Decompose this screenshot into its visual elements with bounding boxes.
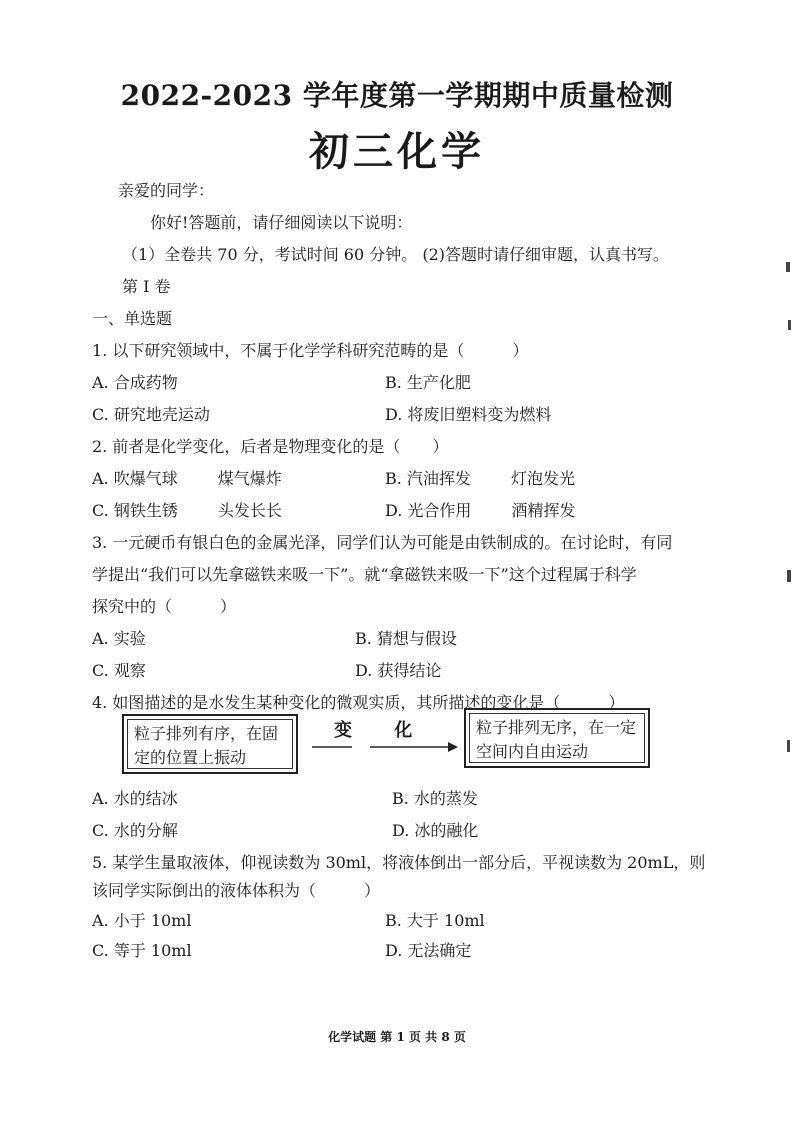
option-d: [385, 498, 575, 521]
exam-title: 2022-2023 学年度第一学期期中质量检测: [120, 79, 674, 112]
diagram-right-box: [464, 708, 650, 768]
option-c: C. 观察: [92, 661, 146, 680]
option-d: D. 冰的融化: [392, 821, 479, 840]
question-stem-cont: 该同学实际倒出的液体体积为（ ）: [92, 881, 381, 900]
option-extra: 头发长长: [217, 501, 282, 520]
option-a: A. 水的结冰: [92, 789, 178, 808]
option-extra: 酒精挥发: [511, 501, 576, 520]
page-footer: 化学试题 第 1 页 共 8 页: [328, 1030, 466, 1044]
diagram-right-line: 空间内自由运动: [476, 742, 589, 761]
option-label: B. 汽油挥发: [385, 469, 471, 488]
diagram-arrow: [312, 740, 458, 754]
question-stem-cont: 探究中的（ ）: [92, 597, 237, 616]
scan-artifact: [787, 740, 790, 752]
scan-artifact: [786, 262, 790, 272]
question-stem: 3. 一元硬币有银白色的金属光泽，同学们认为可能是由铁制成的。在讨论时，有同: [92, 533, 673, 552]
option-label: D. 光合作用: [385, 501, 472, 520]
volume-label: 第 I 卷: [122, 277, 171, 296]
exam-subject: 初三化学: [309, 128, 485, 175]
option-d: D. 将废旧塑料变为燃料: [385, 405, 552, 424]
greeting: 亲爱的同学：: [118, 181, 215, 200]
diagram-right-box-inner: [469, 713, 645, 763]
option-c: C. 水的分解: [92, 821, 178, 840]
option-extra: 灯泡发光: [510, 469, 575, 488]
option-a: [92, 466, 282, 489]
diagram-right-line: 粒子排列无序，在一定: [476, 718, 637, 737]
question-stem-cont: 学提出“我们可以先拿磁铁来吸一下”。就“拿磁铁来吸一下”这个过程属于科学: [92, 565, 637, 584]
diagram-arrow-label: 变 化: [334, 720, 431, 741]
option-c: [92, 498, 282, 521]
question-stem: 1. 以下研究领域中，不属于化学学科研究范畴的是（ ）: [92, 341, 529, 360]
diagram-left-box-inner: [127, 719, 293, 769]
question-stem: 2. 前者是化学变化，后者是物理变化的是（ ）: [92, 437, 449, 456]
option-d: D. 获得结论: [355, 661, 442, 680]
scan-artifact: [787, 570, 791, 582]
question-stem: 5. 某学生量取液体，仰视读数为 30ml，将液体倒出一部分后，平视读数为 20mL，则: [92, 853, 706, 872]
hello-text: 你好!答题前，请仔细阅读以下说明：: [150, 213, 413, 232]
option-d: D. 无法确定: [385, 941, 472, 960]
scan-artifact: [788, 320, 791, 330]
option-b: B. 大于 10ml: [385, 911, 485, 930]
option-c: C. 等于 10ml: [92, 941, 192, 960]
diagram-left-line: 粒子排列有序，在固: [134, 724, 279, 743]
diagram-left-box: [122, 714, 298, 774]
arrow-head: [448, 742, 458, 752]
option-a: A. 小于 10ml: [92, 911, 192, 930]
option-extra: 煤气爆炸: [217, 469, 282, 488]
question-stem: 4. 如图描述的是水发生某种变化的微观实质，其所描述的变化是（ ）: [92, 693, 625, 712]
section-heading: 一、单选题: [92, 309, 173, 328]
option-b: B. 生产化肥: [385, 373, 471, 392]
option-label: C. 钢铁生锈: [92, 501, 178, 520]
option-b: B. 水的蒸发: [392, 789, 478, 808]
option-b: B. 猜想与假设: [355, 629, 457, 648]
option-label: A. 吹爆气球: [92, 469, 178, 488]
option-a: A. 合成药物: [92, 373, 178, 392]
option-c: C. 研究地壳运动: [92, 405, 210, 424]
option-a: A. 实验: [92, 629, 146, 648]
instructions: （1）全卷共 70 分，考试时间 60 分钟。 (2)答题时请仔细审题，认真书写。: [122, 245, 669, 264]
diagram-left-line: 定的位置上振动: [134, 748, 247, 767]
option-b: [385, 466, 575, 489]
